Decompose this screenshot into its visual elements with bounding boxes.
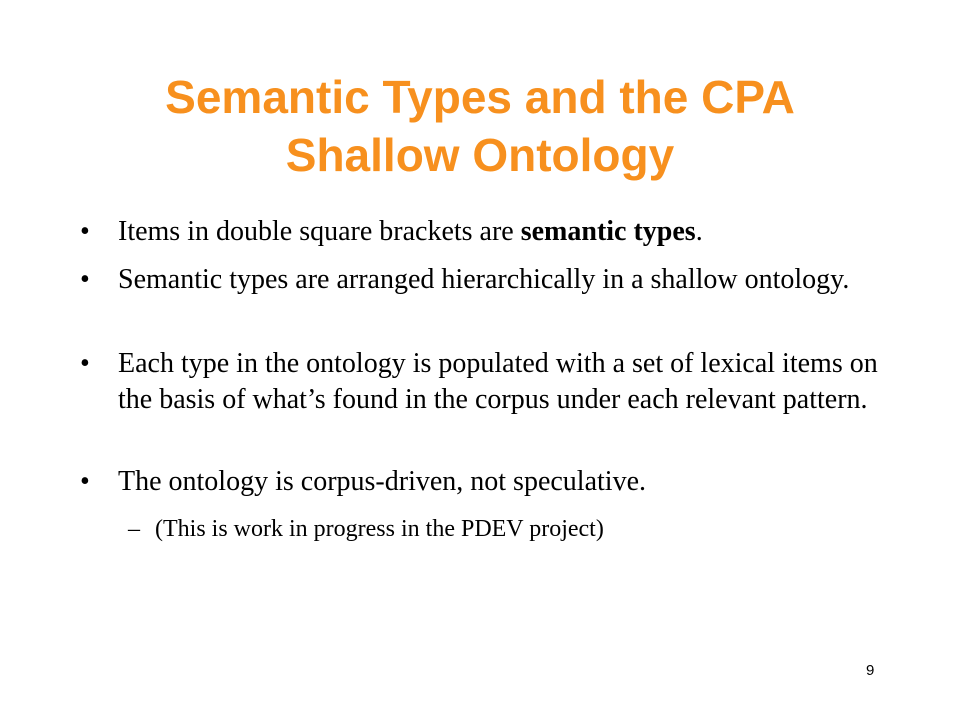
bullet-text: The ontology is corpus-driven, not speculative. xyxy=(118,466,646,497)
bullet-dot-icon: • xyxy=(80,216,90,247)
bullet-item xyxy=(80,214,880,250)
bullet-text-end: . xyxy=(695,216,703,247)
bullet-item xyxy=(80,346,880,418)
bullet-dot-icon: • xyxy=(80,466,90,497)
slide-title-line-2: Shallow Ontology xyxy=(285,129,675,181)
bullet-text: Each type in the ontology is populated with a set of lexical items on the basis of what’s found in the corpus under each relevant pattern. xyxy=(118,348,878,415)
sub-bullet-item xyxy=(128,513,888,545)
bullet-dot-icon: • xyxy=(80,348,90,379)
dash-icon: – xyxy=(128,516,140,542)
bullet-text-bold: semantic types xyxy=(520,216,696,247)
bullet-text-start: Items in double square brackets are xyxy=(118,216,521,247)
bullet-text: Semantic types are arranged hierarchically in a shallow ontology. xyxy=(118,264,850,295)
bullet-text xyxy=(118,214,880,250)
bullet-item xyxy=(80,464,880,500)
bullet-item xyxy=(80,262,880,298)
page-number: 9 xyxy=(866,662,875,679)
slide-title-line-1: Semantic Types and the CPA xyxy=(165,71,795,123)
slide-title xyxy=(60,68,900,184)
sub-bullet-text: (This is work in progress in the PDEV project) xyxy=(155,516,604,542)
bullet-dot-icon: • xyxy=(80,264,90,295)
